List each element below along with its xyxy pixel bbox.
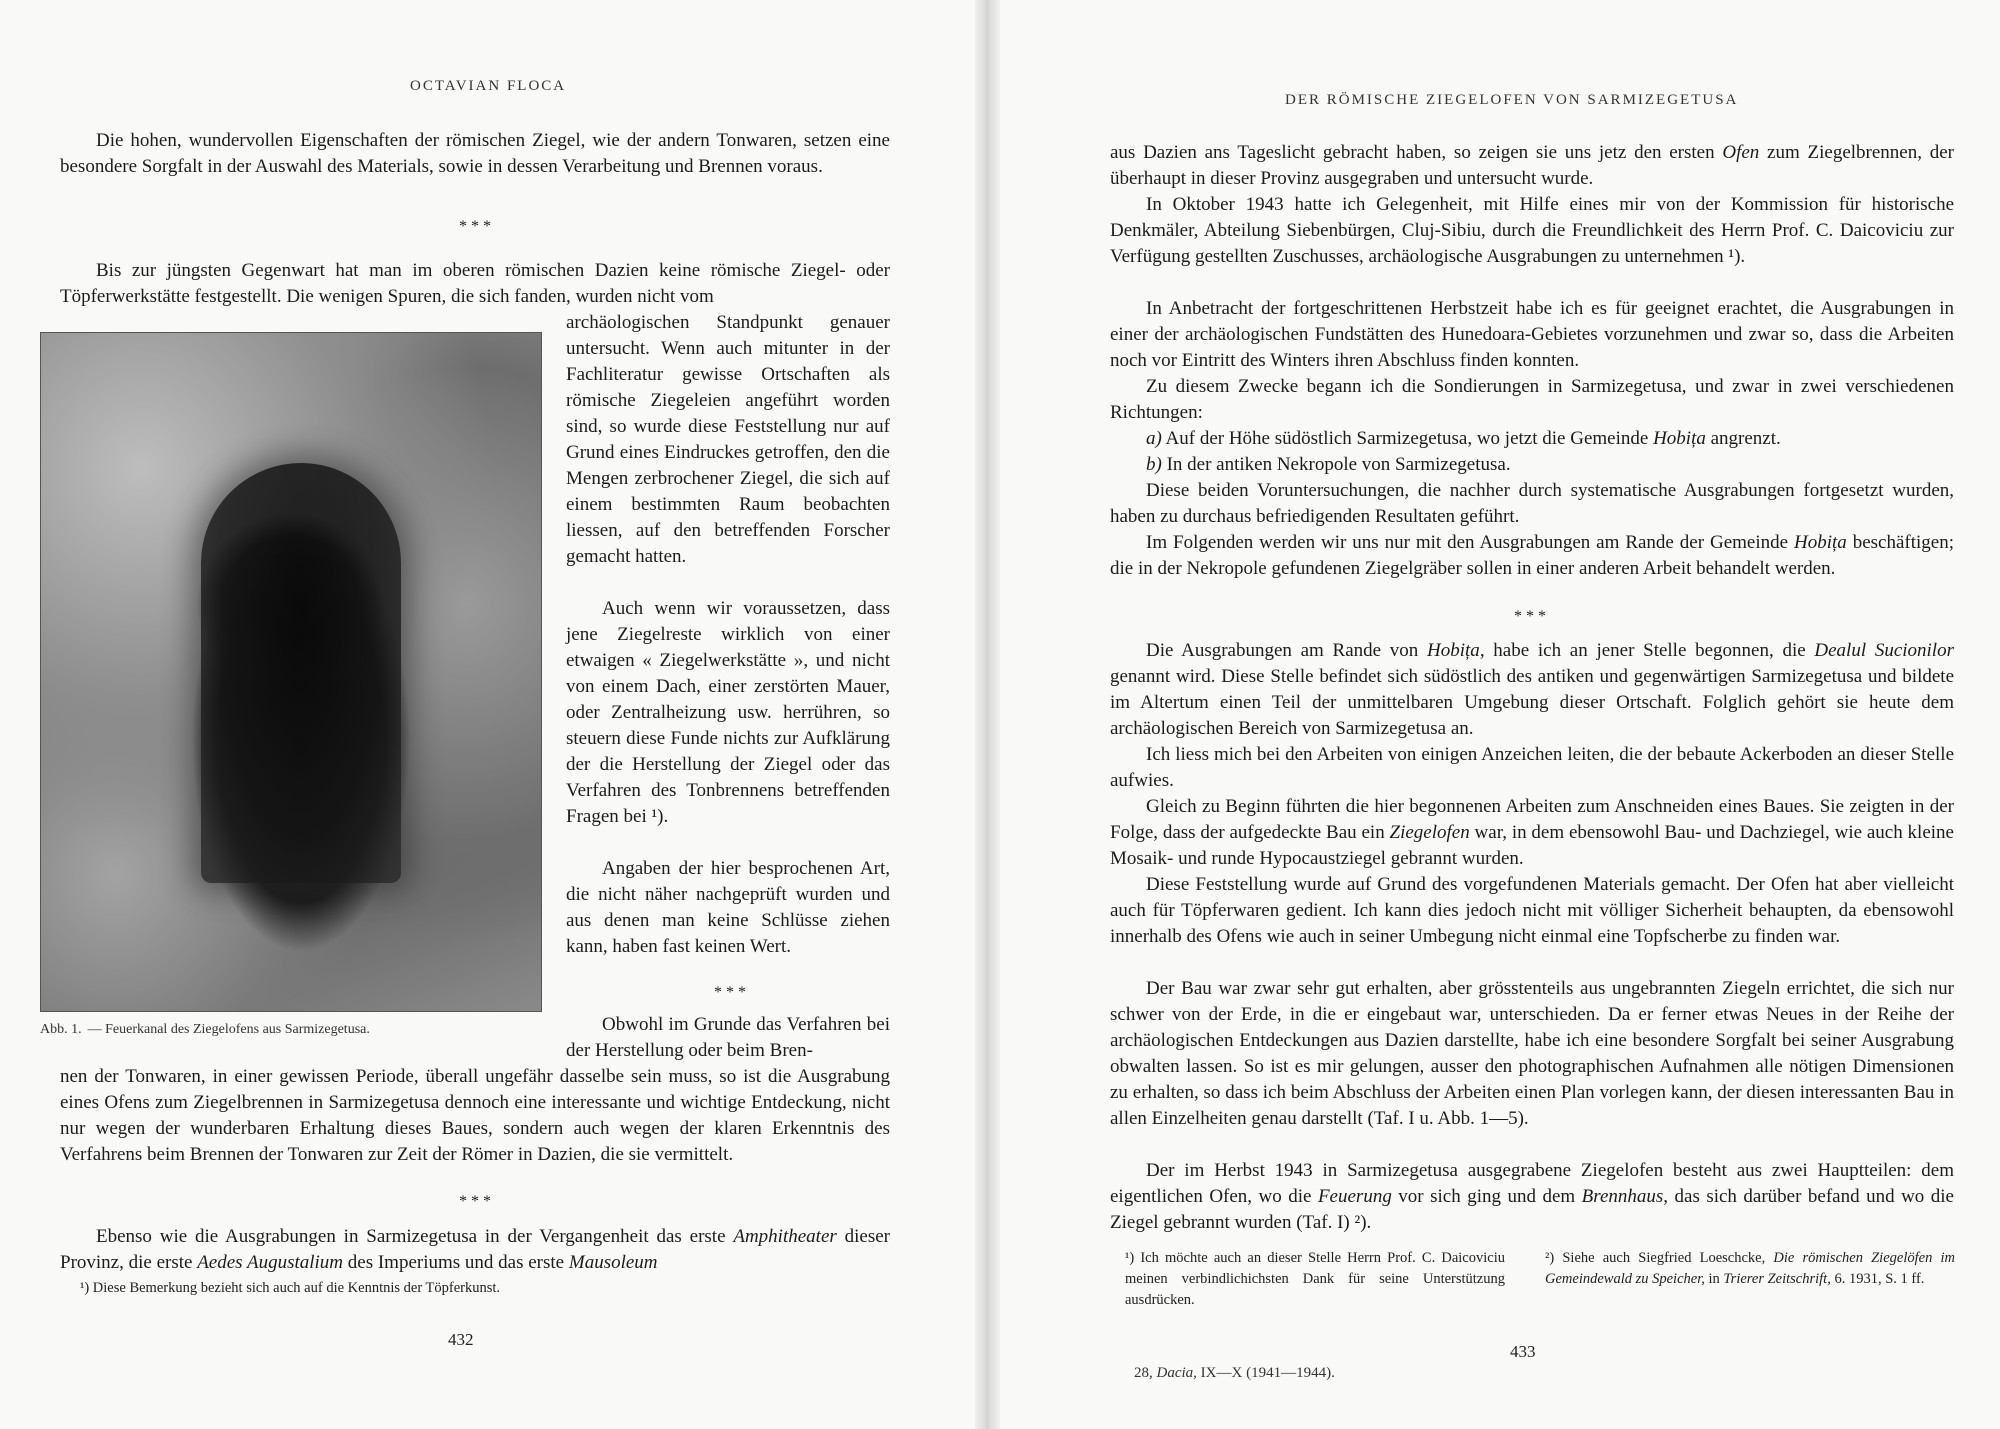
right-paragraph-14-emphasis-feuerung: Feuerung <box>1317 1186 1392 1207</box>
right-paragraph-13: Der Bau war zwar sehr gut erhalten, aber grösstenteils aus ungebrannten Ziegeln errichtet, die sich nur schwer von der Erde, in die er eingebaut war, unterschieden. Da er ferner etwas Neues in der Reihe der archäologischen Entdeckungen aus Dazien darstellte, habe ich eine besondere Sorgfalt bei seiner Ausgrabung obwalten lassen. So ist es mir gelungen, ausser den photographischen Aufnahmen alle nötigen Dimensionen zu erhalten, so dass ich beim Abschluss der Arbeiten einen Plan vorlegen kann, der diesen interessanten Bau in allen Einzelheiten genau darstellt (Taf. I u. Abb. 1—5). <box>1110 978 1954 1129</box>
figure-caption-text: — Feuerkanal des Ziegelofens aus Sarmizegetusa. <box>87 1022 370 1037</box>
page-number-right: 433 <box>1510 1342 1536 1361</box>
right-paragraph-8 <box>1110 530 1954 582</box>
right-paragraph-9 <box>1110 638 1954 742</box>
figure-kiln-photo <box>40 332 542 1012</box>
right-paragraph-5-text-b: angrenzt. <box>1705 428 1781 449</box>
right-paragraph-1-text-b: zum Ziegelbrennen, der überhaupt in dieser Provinz ausgegraben und untersucht wurde. <box>1110 142 1955 189</box>
right-paragraph-1-text-a: aus Dazien ans Tageslicht gebracht haben, so zeigen sie uns jetz den ersten <box>1110 142 1723 163</box>
right-paragraph-5-b <box>1110 452 1954 478</box>
footnote-right-2-text-c: 6. 1931, S. 1 ff. <box>1830 1271 1925 1287</box>
section-separator-2: * * * <box>714 984 746 1001</box>
list-label-b: b) <box>1146 454 1162 475</box>
paragraph-3: Auch wenn wir voraussetzen, dass jene Ziegelreste wirklich von einer etwaigen « Ziegelwerkstätte », und nicht von einem Dach, einer zerstörten Mauer, oder Zentralheizung usw. herrühren, so steuern diese Funde nichts zur Aufklärung der die Herstellung der Ziegel oder das Verfahren des Tonbrennens betreffenden Fragen bei ¹). <box>566 598 890 827</box>
right-paragraph-1-emphasis: Ofen <box>1722 142 1760 163</box>
right-paragraph-11-text-a: Gleich zu Beginn führten die hier begonnenen Arbeiten zum Anschneiden eines Baues. Sie zeigten in der Folge, dass der aufgedeckte Bau ein <box>1110 796 1954 843</box>
right-paragraph-14-text-c: , das sich darüber befand und wo die Ziegel gebrannt wurden (Taf. I) ²). <box>1110 1186 1954 1233</box>
right-paragraph-3: In Anbetracht der fortgeschrittenen Herbstzeit habe ich es für geeignet erachtet, die Ausgrabungen in einer der archäologischen Fundstätten des Hunedoara-Gebietes vorzunehmen und zwar so, dass die Arbeiten noch vor Eintritt des Winters ihren Abschluss finden konnten. <box>1110 298 1954 371</box>
figure-caption-number: Abb. 1. <box>40 1022 82 1037</box>
right-paragraph-8-emphasis: Hobița <box>1794 532 1847 553</box>
paragraph-2-intro: Bis zur jüngsten Gegenwart hat man im oberen römischen Dazien keine römische Ziegel- oder Töpferwerkstätte festgestellt. Die wenigen Spuren, die sich fanden, wurden nicht vom <box>60 260 890 307</box>
paragraph-6-emphasis-mausoleum: Mausoleum <box>568 1252 658 1273</box>
right-paragraph-8-text-a: Im Folgenden werden wir uns nur mit den Ausgrabungen am Rande der Gemeinde <box>1146 532 1794 553</box>
footnote-right-2-text-b: in <box>1704 1271 1724 1287</box>
paragraph-2-column: archäologischen Standpunkt genauer untersucht. Wenn auch mitunter in der Fachliteratur gewisse Ortschaften als römische Ziegeleien angeführt worden sind, so wurde diese Feststellung nur auf Grund eines Eindruckes getroffen, den die Mengen zerbrochener Ziegel, die sich auf einem bestimmten Raum beobachten liessen, auf den betreffenden Forscher gemacht hatten. <box>566 312 890 567</box>
right-paragraph-9-text-a: Die Ausgrabungen am Rande von <box>1146 640 1428 661</box>
left-page <box>0 0 975 1429</box>
footnote-right-1: ¹) Ich möchte auch an dieser Stelle Herrn Prof. C. Daicoviciu meinen verbindlichichsten Dank für seine Unterstützung ausdrücken. <box>1125 1250 1505 1308</box>
right-paragraph-14-text-b: vor sich ging und dem <box>1391 1186 1582 1207</box>
right-paragraph-14 <box>1110 1158 1954 1236</box>
paragraph-6-emphasis-aedes: Aedes Augustalium <box>197 1252 344 1273</box>
journal-reference <box>1134 1365 1335 1382</box>
journal-reference-volume: IX—X (1941—1944). <box>1196 1365 1335 1381</box>
right-paragraph-7: Diese beiden Voruntersuchungen, die nachher durch systematische Ausgrabungen fortgesetzt wurden, haben zu durchaus befriedigenden Resultaten geführt. <box>1110 480 1954 527</box>
book-gutter <box>975 0 1000 1429</box>
right-paragraph-5-a <box>1110 426 1954 452</box>
right-page <box>1000 0 2000 1429</box>
paragraph-6-text-a: Ebenso wie die Ausgrabungen in Sarmizegetusa in der Vergangenheit das erste <box>96 1226 734 1247</box>
right-paragraph-5-text-a: Auf der Höhe südöstlich Sarmizegetusa, wo jetzt die Gemeinde <box>1161 428 1654 449</box>
right-paragraph-4: Zu diesem Zwecke begann ich die Sondierungen in Sarmizegetusa, und zwar in zwei verschiedenen Richtungen: <box>1110 376 1954 423</box>
section-separator-1: * * * <box>459 218 491 235</box>
right-paragraph-11-emphasis: Ziegelofen <box>1389 822 1470 843</box>
right-paragraph-14-emphasis-brennhaus: Brennhaus <box>1581 1186 1664 1207</box>
paragraph-5-full: nen der Tonwaren, in einer gewissen Periode, überall ungefähr dasselbe sein muss, so ist die Ausgrabung eines Ofens zum Ziegelbrennen in Sarmizegetusa dennoch eine interessante und wichtige Entdeckung, nicht nur wegen der wunderbaren Erhaltung dieses Baues, sondern auch wegen der klaren Erkenntnis des Verfahrens beim Brennen der Tonwaren zur Zeit der Römer in Dazien, die sie vermittelt. <box>60 1066 890 1165</box>
right-paragraph-9-text-c: genannt wird. Diese Stelle befindet sich südöstlich des antiken und gegenwärtigen Sarmizegetusa und bildete im Altertum einen Teil der unmittelbaren Umgebung dieser Ortschaft. Folglich gehört sie heute dem archäologischen Bereich von Sarmizegetusa an. <box>1110 666 1954 739</box>
right-paragraph-6-text: In der antiken Nekropole von Sarmizegetusa. <box>1161 454 1511 475</box>
journal-reference-number: 28, <box>1134 1365 1157 1381</box>
paragraph-6-emphasis-amphitheater: Amphitheater <box>733 1226 837 1247</box>
figure-caption <box>40 1022 370 1038</box>
paragraph-6 <box>60 1224 890 1276</box>
paragraph-5-column: Obwohl im Grunde das Verfahren bei der Herstellung oder beim Bren- <box>566 1014 890 1061</box>
paragraph-6-text-c: des Imperiums und das erste <box>343 1252 569 1273</box>
running-head-right: DER RÖMISCHE ZIEGELOFEN VON SARMIZEGETUSA <box>1285 92 1739 108</box>
journal-reference-title: Dacia, <box>1156 1365 1197 1381</box>
right-paragraph-5-emphasis: Hobița <box>1653 428 1706 449</box>
paragraph-1: Die hohen, wundervollen Eigenschaften der römischen Ziegel, wie der andern Tonwaren, setzen eine besondere Sorgfalt in der Auswahl des Materials, sowie in dessen Verarbeitung und Brennen voraus. <box>60 130 890 177</box>
right-paragraph-9-emphasis-dealul: Dealul Sucionilor <box>1814 640 1954 661</box>
footnote-left-1: ¹) Diese Bemerkung bezieht sich auch auf die Kenntnis der Töpferkunst. <box>80 1280 501 1296</box>
right-paragraph-14-text-a: Der im Herbst 1943 in Sarmizegetusa ausgegrabene Ziegelofen besteht aus zwei Hauptteilen: dem eigentlichen Ofen, wo die <box>1110 1160 1954 1207</box>
right-paragraph-9-emphasis-hobita: Hobița <box>1427 640 1480 661</box>
paragraph-4: Angaben der hier besprochenen Art, die nicht näher nachgeprüft wurden und aus denen man keine Schlüsse ziehen kann, haben fast keinen Wert. <box>566 858 890 957</box>
footnote-right-2 <box>1545 1248 1955 1290</box>
list-label-a: a) <box>1146 428 1162 449</box>
footnote-right-2-title: Die römischen Ziegelöfen im Gemeindewald zu Speicher, <box>1545 1250 1955 1287</box>
running-head-left: OCTAVIAN FLOCA <box>410 78 567 94</box>
right-paragraph-2: In Oktober 1943 hatte ich Gelegenheit, mit Hilfe eines mir von der Kommission für historische Denkmäler, Abteilung Siebenbürgen, Cluj-Sibiu, durch die Freundlichkeit des Herrn Prof. C. Daicoviciu zur Verfügung gestellten Zuschusses, archäologische Ausgrabungen zu unternehmen ¹). <box>1110 194 1954 267</box>
right-paragraph-9-text-b: , habe ich an jener Stelle begonnen, die <box>1479 640 1815 661</box>
page-number-left: 432 <box>448 1330 474 1349</box>
right-paragraph-11-text-b: war, in dem ebensowohl Bau- und Dachziegel, wie auch kleine Mosaik- und runde Hypocaustziegel gebrannt wurden. <box>1110 822 1954 869</box>
right-section-separator: * * * <box>1514 608 1546 625</box>
section-separator-3: * * * <box>459 1193 491 1210</box>
right-paragraph-1 <box>1110 140 1954 192</box>
footnote-right-2-journal: Trierer Zeitschrift, <box>1723 1271 1831 1287</box>
right-paragraph-10: Ich liess mich bei den Arbeiten von einigen Anzeichen leiten, die der bebaute Ackerboden an dieser Stelle aufwies. <box>1110 744 1954 791</box>
footnote-right-2-text-a: ²) Siehe auch Siegfried Loeschcke, <box>1545 1250 1774 1266</box>
paragraph-6-text-b: dieser Provinz, die erste <box>60 1226 890 1273</box>
right-paragraph-8-text-b: beschäftigen; die in der Nekropole gefundenen Ziegelgräber sollen in einer anderen Arbeit behandelt werden. <box>1110 532 1955 579</box>
right-paragraph-11 <box>1110 794 1954 872</box>
right-paragraph-12: Diese Feststellung wurde auf Grund des vorgefundenen Materials gemacht. Der Ofen hat aber vielleicht auch für Töpferwaren gedient. Ich kann dies jedoch nicht mit völliger Sicherheit behaupten, da ebensowohl innerhalb des Ofens wie auch in seiner Umbegung nicht einmal eine Topfscherbe zu finden war. <box>1110 874 1954 947</box>
